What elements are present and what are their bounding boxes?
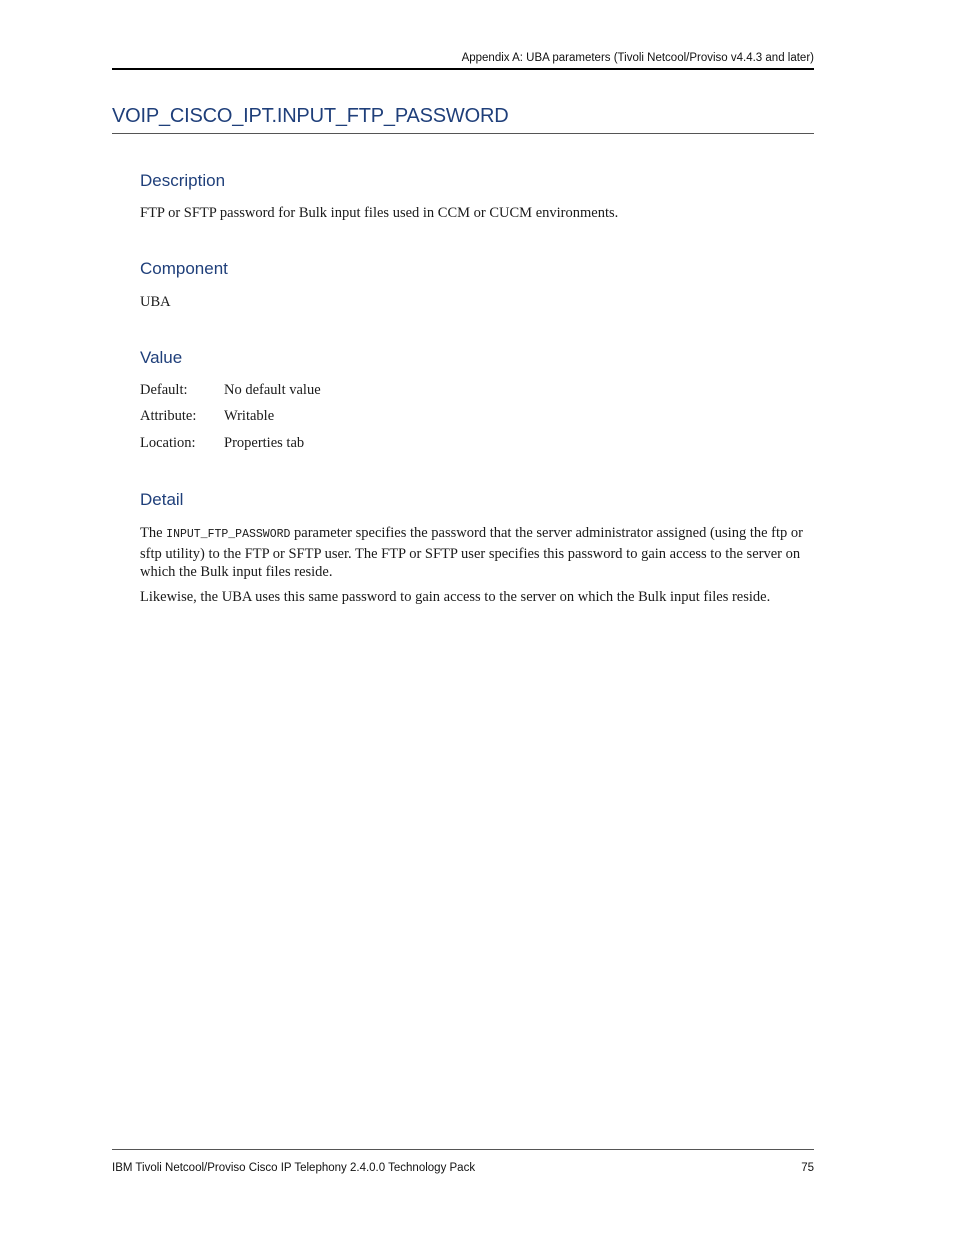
- detail-prefix: The: [140, 525, 167, 541]
- value-row-attribute: [140, 408, 274, 425]
- description-text: FTP or SFTP password for Bulk input files used in CCM or CUCM environments.: [140, 205, 619, 221]
- header-divider: [112, 68, 814, 70]
- running-header: Appendix A: UBA parameters (Tivoli Netcool/Proviso v4.4.3 and later): [461, 52, 814, 64]
- detail-paragraph-2: Likewise, the UBA uses this same password to gain access to the server on which the Bulk input files reside.: [140, 589, 771, 605]
- description-heading: Description: [140, 171, 226, 190]
- component-heading: Component: [140, 259, 228, 278]
- footer-title: IBM Tivoli Netcool/Proviso Cisco IP Telephony 2.4.0.0 Technology Pack: [112, 1162, 476, 1174]
- value-label: Location:: [140, 435, 196, 451]
- value-text: No default value: [224, 382, 321, 398]
- title-divider: [112, 133, 814, 134]
- detail-paragraph-1: [140, 524, 812, 582]
- value-row-location: [140, 435, 304, 452]
- parameter-code: INPUT_FTP_PASSWORD: [166, 528, 291, 541]
- value-text: Properties tab: [224, 435, 305, 451]
- parameter-title: VOIP_CISCO_IPT.INPUT_FTP_PASSWORD: [112, 105, 509, 127]
- footer-divider: [112, 1149, 814, 1150]
- detail-rest: parameter specifies the password that the server administrator assigned (using the ftp or sftp utility) to the FTP or SFTP user. The FTP or SFTP user specifies this password to gain access to the server on which the Bulk input files reside.: [140, 525, 803, 580]
- value-row-default: [140, 382, 321, 399]
- page-number: 75: [801, 1162, 814, 1174]
- value-text: Writable: [224, 408, 275, 424]
- value-heading: Value: [140, 348, 183, 367]
- value-label: Attribute:: [140, 408, 197, 424]
- detail-heading: Detail: [140, 490, 184, 509]
- component-text: UBA: [140, 294, 171, 310]
- value-label: Default:: [140, 382, 188, 398]
